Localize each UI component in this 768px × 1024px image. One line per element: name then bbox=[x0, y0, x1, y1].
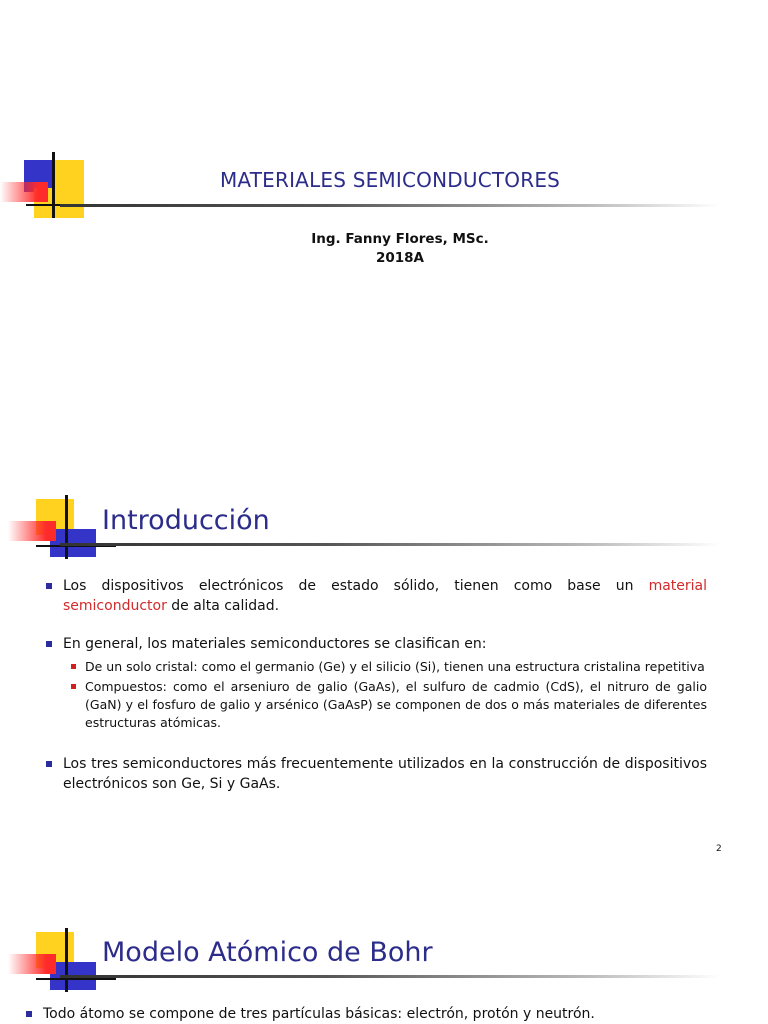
slide-heading-introduccion: Introducción bbox=[102, 505, 270, 536]
bohr-bullet-list bbox=[24, 1004, 687, 1024]
sub-bullet-text: De un solo cristal: como el germanio (Ge) y el silicio (Si), tienen una estructura cristalina repetitiva bbox=[85, 659, 705, 674]
list-item bbox=[44, 754, 707, 794]
bullet-text: Todo átomo se compone de tres partículas básicas: electrón, protón y neutrón. bbox=[43, 1006, 595, 1022]
bullet-text: Los tres semiconductores más frecuentemente utilizados en la construcción de dispositivos electrónicos son Ge, Si y GaAs. bbox=[63, 756, 707, 792]
square-bullet-icon bbox=[46, 583, 52, 589]
sub-list-item bbox=[63, 678, 707, 732]
author-line: Ing. Fanny Flores, MSc. bbox=[311, 231, 489, 247]
intro-bullet-list bbox=[44, 576, 707, 794]
square-bullet-icon bbox=[26, 1011, 32, 1017]
bullet-text: de alta calidad. bbox=[166, 598, 280, 614]
list-item bbox=[24, 1004, 687, 1024]
sub-bullet-list bbox=[63, 658, 707, 732]
bullet-text: Los dispositivos electrónicos de estado sólido, tienen como base un bbox=[63, 578, 649, 594]
page-number: 2 bbox=[716, 844, 722, 854]
title-rule-1 bbox=[60, 204, 720, 207]
list-item bbox=[44, 634, 707, 732]
square-bullet-icon bbox=[46, 641, 52, 647]
title-rule-2 bbox=[60, 543, 720, 546]
slide-heading-bohr: Modelo Atómico de Bohr bbox=[102, 937, 433, 968]
slide-logo-1 bbox=[0, 150, 110, 230]
term-line: 2018A bbox=[375, 250, 425, 266]
sub-bullet-text: Compuestos: como el arseniuro de galio (GaAs), el sulfuro de cadmio (CdS), el nitruro de galio (GaN) y el fosfuro de galio y arsénico (GaAsP) se componen de dos o más materiales de diferentes estructuras atómicas. bbox=[85, 679, 707, 730]
list-item bbox=[44, 576, 707, 616]
square-bullet-icon bbox=[46, 761, 52, 767]
title-rule-3 bbox=[60, 975, 720, 978]
bullet-text: En general, los materiales semiconductores se clasifican en: bbox=[63, 636, 487, 652]
red-square-bullet-icon bbox=[71, 664, 76, 669]
red-square-bullet-icon bbox=[71, 684, 76, 689]
presentation-title: MATERIALES SEMICONDUCTORES bbox=[219, 168, 561, 192]
sub-list-item bbox=[63, 658, 707, 676]
highlighted-term: material semiconductor bbox=[63, 578, 707, 614]
